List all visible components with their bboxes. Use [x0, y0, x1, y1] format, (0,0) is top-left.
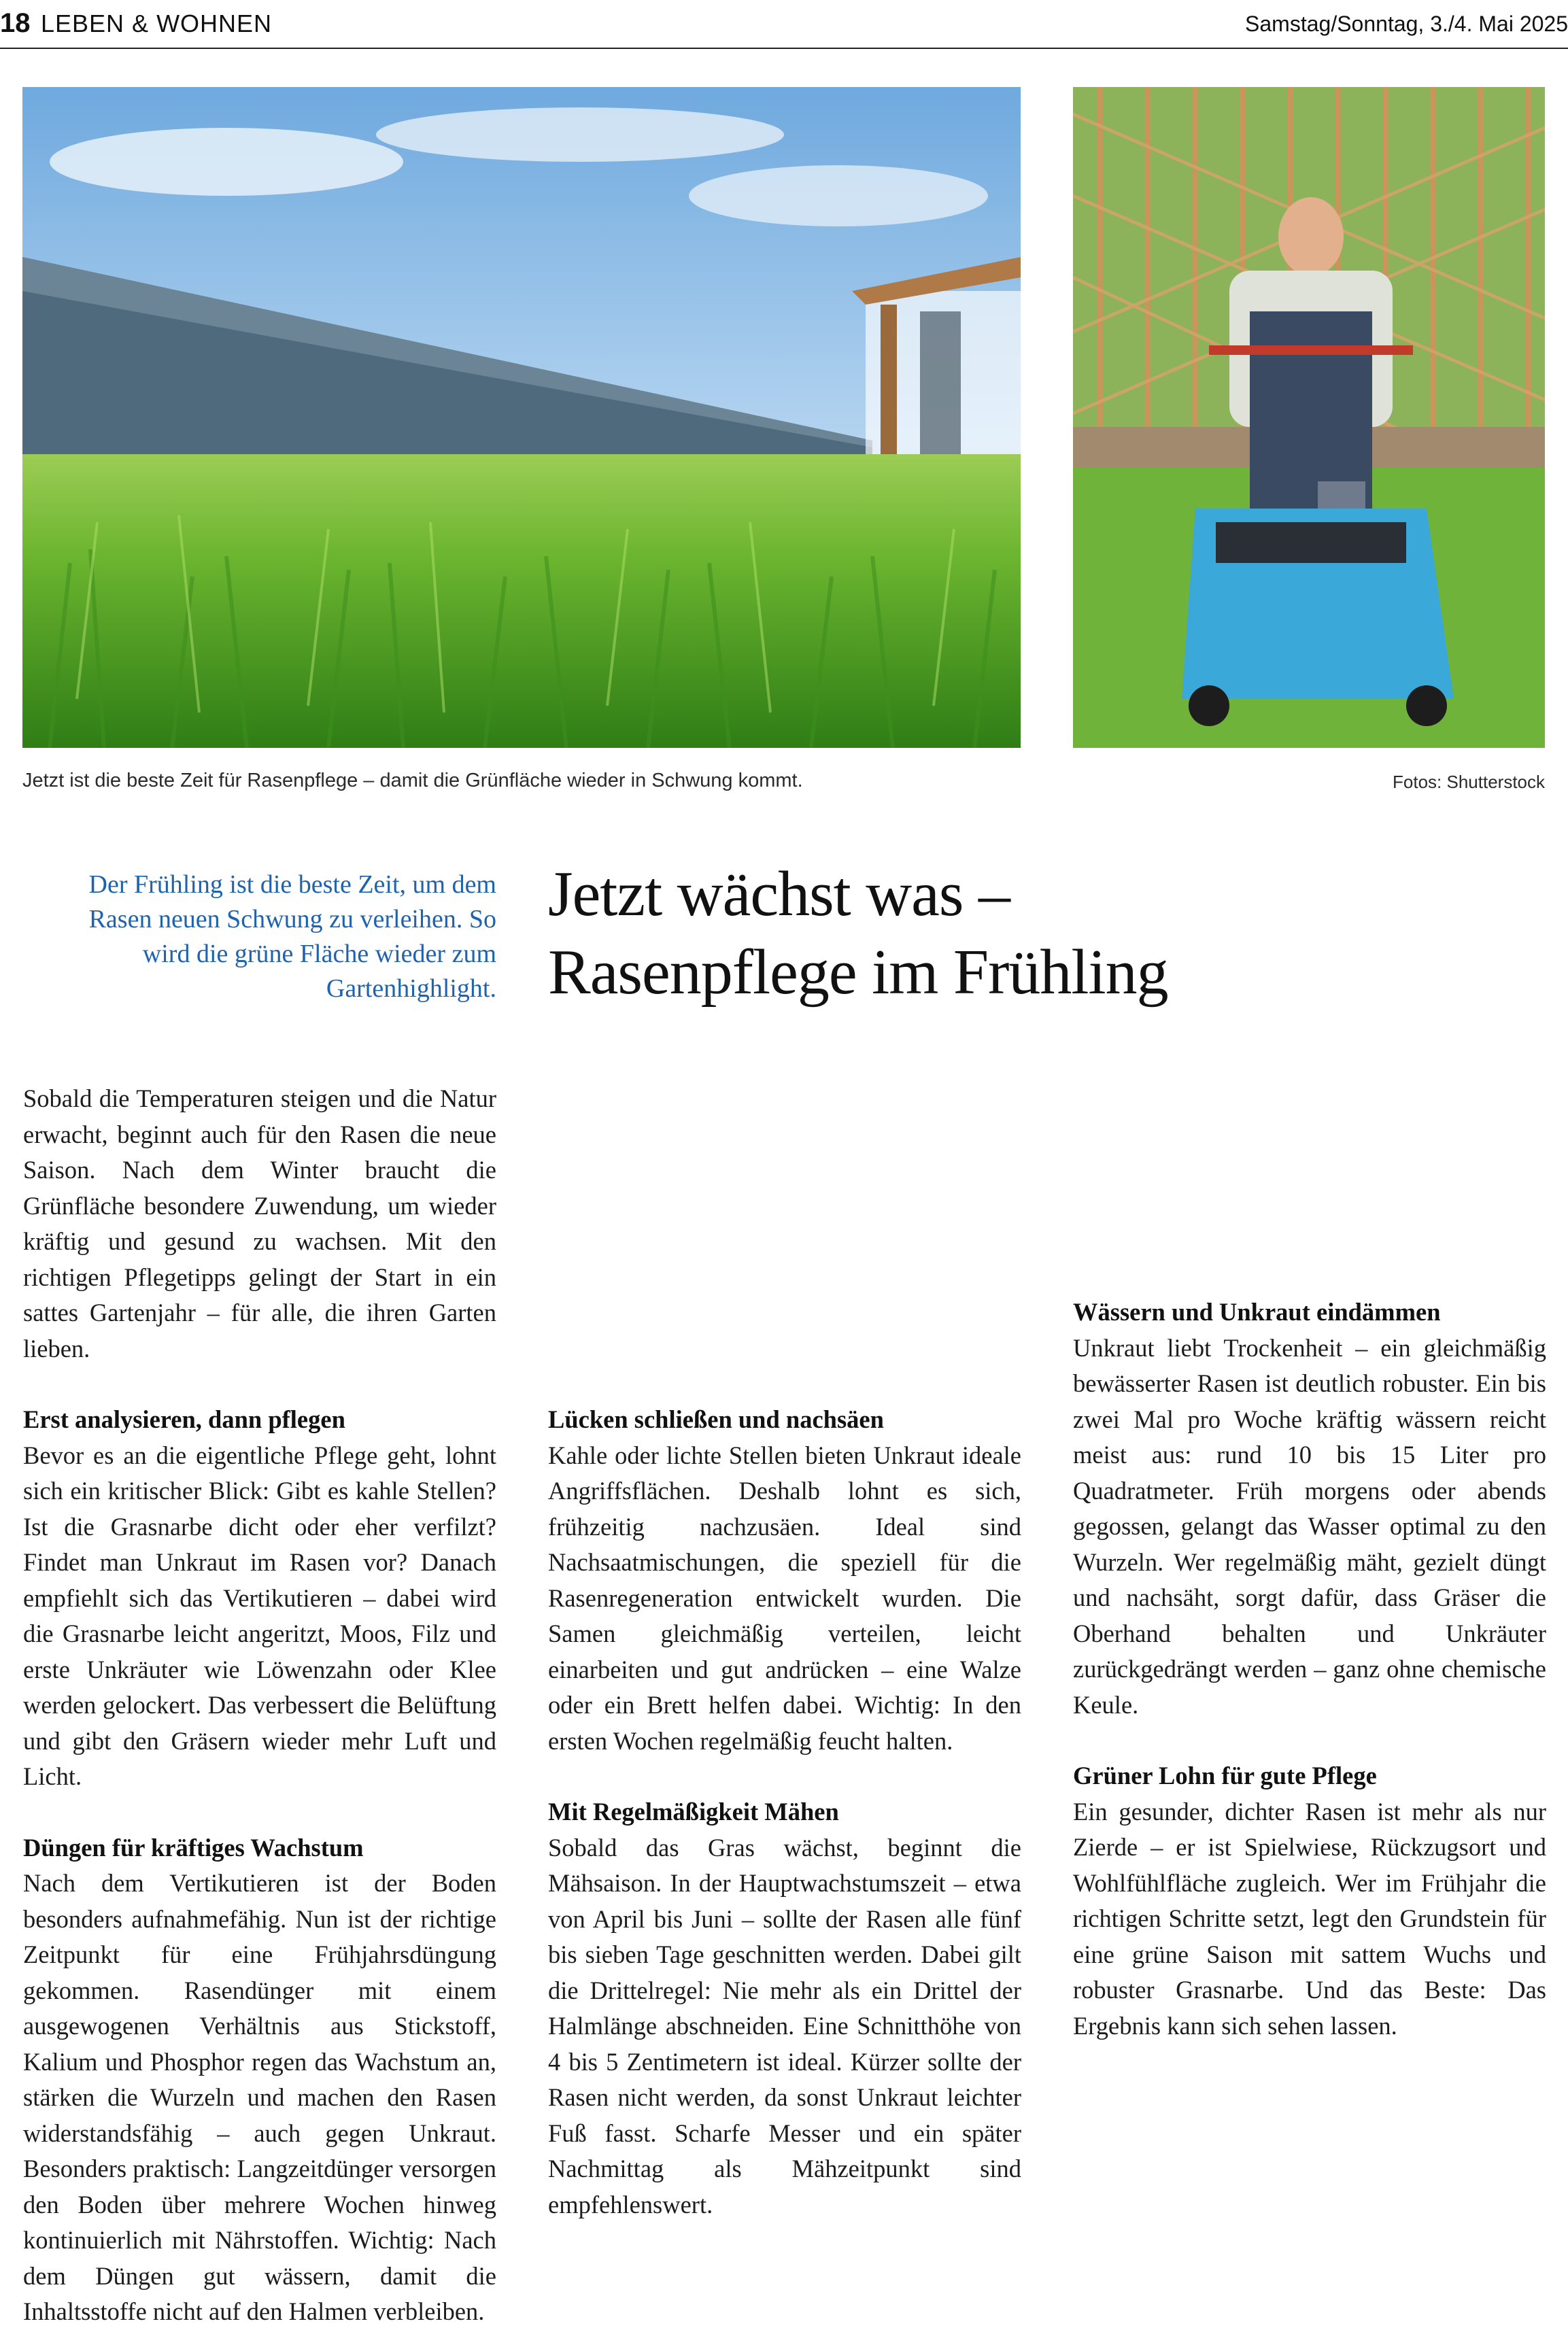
- article-column-2: [548, 1081, 1021, 2223]
- article-column-1: [23, 1081, 496, 2330]
- column-3-continuation-space: [1073, 1081, 1546, 1259]
- column-2-continuation-space: [548, 1081, 1021, 1367]
- photo-credit: Fotos: Shutterstock: [1393, 772, 1545, 792]
- paragraph-analysieren: Bevor es an die eigentliche Pflege geht, lohnt sich ein kritischer Blick: Gibt es kahle Stellen? Ist die Grasnarbe dicht oder eher verfilzt? Findet man Unkraut im Rasen vor? Danach empfiehlt sich das Vertikutieren – dabei wird die Grasnarbe leicht angeritzt, Moos, Filz und erste Unkräuter wie Löwenzahn oder Klee werden gelockert. Das verbessert die Belüftung und gibt den Gräsern wieder mehr Luft und Licht.: [23, 1441, 496, 1790]
- section-title: LEBEN & WOHNEN: [41, 10, 273, 37]
- lawn-photo: [22, 87, 1021, 748]
- subheading-duengen: Düngen für kräftiges Wachstum: [23, 1833, 364, 1862]
- subheading-lohn: Grüner Lohn für gute Pflege: [1073, 1762, 1377, 1789]
- paragraph-maehen: Sobald das Gras wächst, beginnt die Mähsaison. In der Hauptwachstumszeit – etwa von April bis Juni – sollte der Rasen alle fünf bis sieben Tage geschnitten werden. Dabei gilt die Drittelregel: Nie mehr als ein Drittel der Halmlänge abschneiden. Eine Schnitthöhe von 4 bis 5 Zentimetern ist ideal. Kürzer sollte der Rasen nicht werden, da sonst Unkraut leichter Fuß fasst. Scharfe Messer und ein später Nachmittag als Mähzeitpunkt sind empfehlenswert.: [548, 1833, 1021, 2218]
- headline-line-2: Rasenpflege im Frühling: [548, 937, 1168, 1008]
- headline: [548, 855, 1534, 1012]
- paragraph-intro: Sobald die Temperaturen steigen und die Natur erwacht, beginnt auch für den Rasen die neue Saison. Nach dem Winter braucht die Grünfläche besondere Zuwendung, um wieder kräftig und gesund zu wachsen. Mit den richtigen Pflegetipps gelingt der Start in ein sattes Gartenjahr – für alle, die ihren Garten lieben.: [23, 1084, 496, 1363]
- header-rule: [0, 48, 1568, 49]
- paragraph-waessern: Unkraut liebt Trockenheit – ein gleichmäßig bewässerter Rasen ist deutlich robuster. Ein bis zwei Mal pro Woche kräftig wässern reicht meist aus: rund 10 bis 15 Liter pro Quadratmeter. Früh morgens oder abends gegossen, gelangt das Wasser optimal zu den Wurzeln. Wer regelmäßig mäht, gezielt düngt und nachsäht, sorgt dafür, dass Gräser die Oberhand behalten und Unkräuter zurückgedrängt werden – ganz ohne chemische Keule.: [1073, 1333, 1546, 1719]
- page-number: 18: [0, 8, 31, 38]
- subheading-luecken: Lücken schließen und nachsäen: [548, 1405, 884, 1433]
- intro-teaser: Der Frühling ist die beste Zeit, um dem Rasen neuen Schwung zu verleihen. So wird die grüne Fläche wieder zum Gartenhighlight.: [88, 870, 496, 1003]
- mower-photo: [1073, 87, 1545, 748]
- paragraph-duengen: Nach dem Vertikutieren ist der Boden besonders aufnahmefähig. Nun ist der richtige Zeitpunkt für eine Frühjahrsdüngung gekommen. Rasendünger mit einem ausgewogenen Verhältnis aus Stickstoff, Kalium und Phosphor regen das Wachstum an, stärken die Wurzeln und machen den Rasen widerstandsfähig – auch gegen Unkraut. Besonders praktisch: Langzeitdünger versorgen den Boden über mehrere Wochen hinweg kontinuierlich mit Nährstoffen. Wichtig: Nach dem Düngen gut wässern, damit die Inhaltsstoffe nicht auf den Halmen verbleiben.: [23, 1869, 496, 2325]
- paragraph-lohn: Ein gesunder, dichter Rasen ist mehr als nur Zierde – er ist Spielwiese, Rückzugsort und Wohlfühlfläche zugleich. Wer im Frühjahr die richtigen Schritte setzt, legt den Grundstein für eine grüne Saison mit sattem Wuchs und robuster Grasnarbe. Und das Beste: Das Ergebnis kann sich sehen lassen.: [1073, 1797, 1546, 2040]
- paragraph-luecken: Kahle oder lichte Stellen bieten Unkraut ideale Angriffsflächen. Deshalb lohnt es sich, frühzeitig nachzusäen. Ideal sind Nachsaatmischungen, die speziell für die Rasenregeneration entwickelt wurden. Die Samen gleichmäßig verteilen, leicht einarbeiten und gut andrücken – eine Walze oder ein Brett helfen dabei. Wichtig: In den ersten Wochen regelmäßig feucht halten.: [548, 1441, 1021, 1755]
- article-column-3: [1073, 1081, 1546, 2044]
- subheading-maehen: Mit Regelmäßigkeit Mähen: [548, 1798, 839, 1826]
- photo-caption: Jetzt ist die beste Zeit für Rasenpflege – damit die Grünfläche wieder in Schwung kommt.: [22, 770, 803, 791]
- page-header: [0, 0, 1568, 50]
- subheading-analysieren: Erst analysieren, dann pflegen: [23, 1405, 345, 1433]
- headline-line-1: Jetzt wächst was –: [548, 859, 1010, 929]
- issue-date: Samstag/Sonntag, 3./4. Mai 2025: [1245, 12, 1568, 36]
- subheading-waessern: Wässern und Unkraut eindämmen: [1073, 1298, 1441, 1326]
